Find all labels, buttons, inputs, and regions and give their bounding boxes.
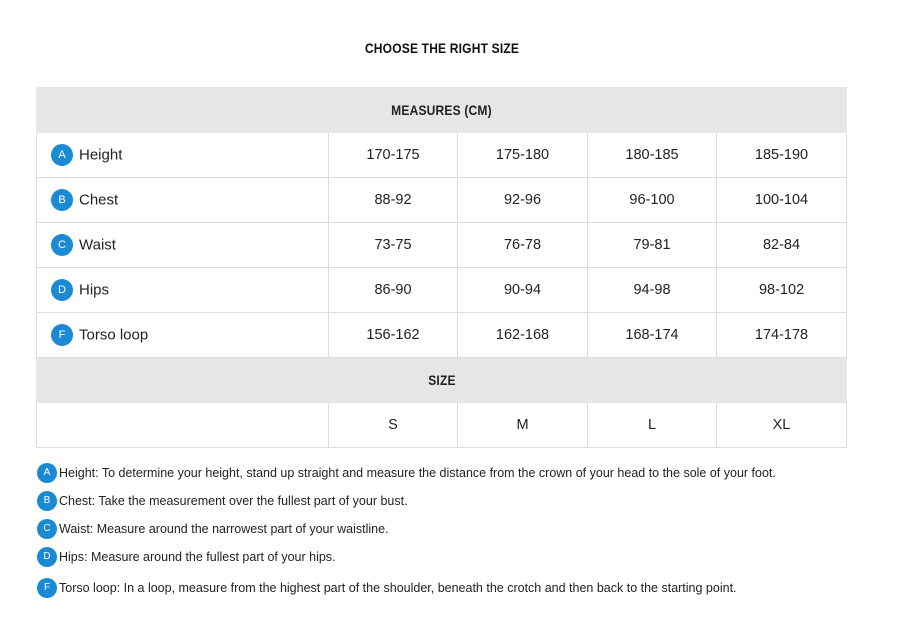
size-header — [37, 358, 847, 403]
size-header-label: SIZE — [427, 372, 456, 388]
badge-c-icon: C — [51, 234, 73, 256]
table-cell: 156-162 — [329, 313, 458, 358]
note-text: Chest: Take the measurement over the fullest part of your bust. — [59, 494, 408, 508]
size-cell: M — [458, 403, 588, 448]
table-cell: 170-175 — [329, 133, 458, 178]
row-label-cell — [37, 223, 329, 268]
badge-a-icon: A — [51, 144, 73, 166]
badge-b-icon: B — [51, 189, 73, 211]
note-chest — [37, 487, 877, 515]
badge-f-icon: F — [37, 578, 57, 598]
badge-c-icon: C — [37, 519, 57, 539]
table-cell: 73-75 — [329, 223, 458, 268]
note-torso-loop — [37, 574, 877, 602]
row-label: Chest — [79, 191, 119, 209]
row-label-cell — [37, 313, 329, 358]
table-cell: 76-78 — [458, 223, 588, 268]
badge-a-icon: A — [37, 463, 57, 483]
size-cell: S — [329, 403, 458, 448]
table-cell: 90-94 — [458, 268, 588, 313]
empty-cell — [37, 403, 329, 448]
table-cell: 180-185 — [588, 133, 717, 178]
table-cell: 162-168 — [458, 313, 588, 358]
table-row-hips — [37, 268, 847, 313]
table-row-sizes — [37, 403, 847, 448]
table-cell: 79-81 — [588, 223, 717, 268]
note-text: Hips: Measure around the fullest part of your hips. — [59, 550, 336, 564]
table-cell: 100-104 — [717, 178, 847, 223]
note-text: Height: To determine your height, stand up straight and measure the distance from the crown of your head to the sole of your foot. — [59, 466, 776, 480]
row-label-cell — [37, 268, 329, 313]
measures-header-row — [37, 88, 847, 133]
note-height — [37, 459, 877, 487]
row-label-cell — [37, 133, 329, 178]
table-row-height — [37, 133, 847, 178]
size-cell: XL — [717, 403, 847, 448]
measurement-notes — [37, 459, 877, 602]
badge-d-icon: D — [37, 547, 57, 567]
size-cell: L — [588, 403, 717, 448]
table-cell: 98-102 — [717, 268, 847, 313]
badge-d-icon: D — [51, 279, 73, 301]
table-cell: 82-84 — [717, 223, 847, 268]
size-chart-table — [36, 87, 847, 448]
table-row-torso-loop — [37, 313, 847, 358]
table-row-waist — [37, 223, 847, 268]
table-cell: 174-178 — [717, 313, 847, 358]
table-cell: 86-90 — [329, 268, 458, 313]
table-cell: 88-92 — [329, 178, 458, 223]
table-cell: 175-180 — [458, 133, 588, 178]
row-label: Hips — [79, 281, 110, 299]
row-label: Height — [79, 146, 123, 164]
row-label: Torso loop — [79, 326, 149, 344]
note-waist — [37, 515, 877, 543]
note-text: Torso loop: In a loop, measure from the highest part of the shoulder, beneath the crotch and then back to the starting point. — [59, 581, 737, 595]
badge-f-icon: F — [51, 324, 73, 346]
page-title: CHOOSE THE RIGHT SIZE — [364, 40, 520, 56]
table-cell: 185-190 — [717, 133, 847, 178]
note-hips — [37, 543, 877, 571]
measures-header — [37, 88, 847, 133]
badge-b-icon: B — [37, 491, 57, 511]
table-cell: 168-174 — [588, 313, 717, 358]
table-cell: 92-96 — [458, 178, 588, 223]
row-label: Waist — [79, 236, 116, 254]
row-label-cell — [37, 178, 329, 223]
measures-header-label: MEASURES (CM) — [391, 102, 492, 118]
table-row-chest — [37, 178, 847, 223]
table-cell: 94-98 — [588, 268, 717, 313]
size-header-row — [37, 358, 847, 403]
note-text: Waist: Measure around the narrowest part of your waistline. — [59, 522, 389, 536]
table-cell: 96-100 — [588, 178, 717, 223]
